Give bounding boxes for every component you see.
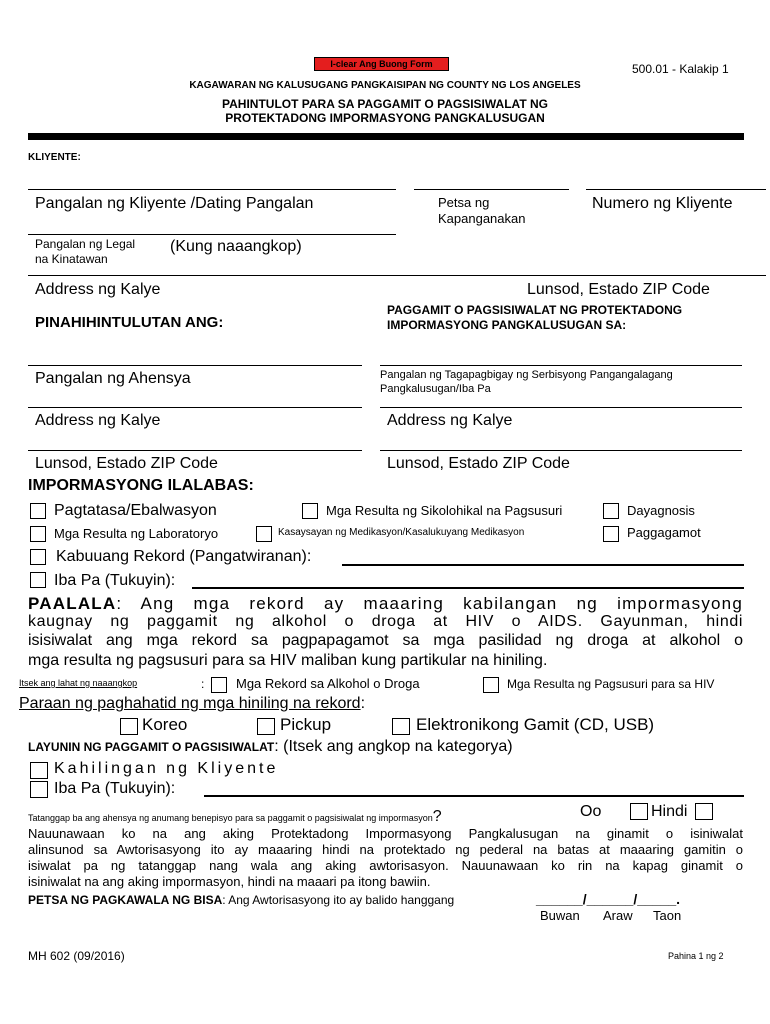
full-record-label: Kabuuang Rekord (Pangatwiranan): [56,548,312,565]
legal-rep-field[interactable] [28,234,396,235]
hiv-results-checkbox[interactable] [483,677,499,693]
purpose-other-label: Iba Pa (Tukuyin): [54,780,176,797]
notice-line-4: mga resulta ng pagsusuri para sa HIV maliban kung partikular na hiniling. [28,652,548,669]
understanding-line-4: isiniwalat na ang aking impormasyon, hindi na maaari pa itong bawiin. [28,874,431,889]
form-number: 500.01 - Kalakip 1 [632,62,729,76]
treatment-checkbox[interactable] [603,526,619,542]
diagnosis-label: Dayagnosis [627,503,695,518]
alcohol-drug-label: Mga Rekord sa Alkohol o Droga [236,676,420,691]
provider-name-label-2: Pangkalusugan/Iba Pa [380,383,491,395]
notice-line-2: kaugnay ng paggamit ng alkohol o droga at HIV o AIDS. Gayunman, hindi [28,613,743,630]
benefit-question: Tatanggap ba ang ahensya ng anumang benepisyo para sa paggamit o pagsisiwalat ng impormasyon? [28,808,442,825]
legal-rep-label-1: Pangalan ng Legal [35,237,136,251]
agency-city-label: Lunsod, Estado ZIP Code [35,455,218,472]
alcohol-drug-checkbox[interactable] [211,677,227,693]
authorize-heading: PINAHIHINTULUTAN ANG: [35,314,224,331]
check-all-colon: : [201,677,205,691]
provider-street-field[interactable] [380,407,742,408]
electronic-label: Elektronikong Gamit (CD, USB) [416,715,655,734]
dob-field[interactable] [414,189,569,190]
purpose-heading-text: LAYUNIN NG PAGGAMIT O PAGSISIWALAT [28,740,275,754]
header-rule [28,133,744,140]
if-applicable-note: (Kung naaangkop) [170,238,302,255]
psych-results-label: Mga Resulta ng Sikolohikal na Pagsusuri [326,503,563,518]
understanding-line-2: alinsunod sa Awtorisasyong ito ay maaaring hindi na protektado ng pederal na batas at maaaring gamitin o [28,842,743,857]
delivery-heading: Paraan ng paghahatid ng mga hiniling na rekord: [19,695,366,712]
hiv-results-label: Mga Resulta ng Pagsusuri para sa HIV [507,677,715,691]
disclose-to-heading-1: PAGGAMIT O PAGSISIWALAT NG PROTEKTADONG [387,303,683,317]
client-number-field[interactable] [586,189,766,190]
expiration-heading: PETSA NG PAGKAWALA NG BISA [28,893,223,907]
lab-results-label: Mga Resulta ng Laboratoryo [54,526,219,541]
client-name-field[interactable] [28,189,396,190]
clear-form-button[interactable]: I-clear Ang Buong Form [314,57,449,71]
full-record-checkbox[interactable] [30,549,46,565]
pickup-checkbox[interactable] [257,718,275,735]
delivery-heading-text: Paraan ng paghahatid ng mga hiniling na rekord [19,695,361,712]
medication-history-checkbox[interactable] [256,526,272,542]
provider-name-field[interactable] [380,365,742,366]
purpose-heading [28,738,513,756]
other-info-checkbox[interactable] [30,572,46,588]
understanding-line-1: Nauunawaan ko na ang aking Protektadong Impormasyong Pangkalusugan na ginamit o isiniwalat [28,826,743,841]
day-label: Araw [603,908,633,923]
benefit-question-text: Tatanggap ba ang ahensya ng anumang benepisyo para sa paggamit o pagsisiwalat ng impormasyon [28,813,433,823]
notice-line1-text: : Ang mga rekord ay maaaring kabilangan ng impormasyong [116,594,743,613]
lab-results-checkbox[interactable] [30,526,46,542]
agency-street-field[interactable] [28,407,362,408]
assessment-label: Pagtatasa/Ebalwasyon [54,502,217,519]
provider-city-label: Lunsod, Estado ZIP Code [387,455,570,472]
notice-label: PAALALA [28,594,117,613]
purpose-other-field[interactable] [204,795,744,797]
agency-name-label: Pangalan ng Ahensya [35,370,191,387]
legal-rep-label-2: na Kinatawan [35,252,108,266]
no-label: Hindi [651,803,688,820]
provider-city-field[interactable] [380,450,742,451]
expiration-date-field[interactable]: ______/______/_____. [536,891,681,907]
yes-label: Oo [580,803,602,820]
month-label: Buwan [540,908,580,923]
mail-checkbox[interactable] [120,718,138,735]
medication-history-label: Kasaysayan ng Medikasyon/Kasalukuyang Medikasyon [278,527,525,538]
client-request-checkbox[interactable] [30,762,48,779]
form-title-line1: PAHINTULOT PARA SA PAGGAMIT O PAGSISIWALAT NG [222,97,548,111]
agency-name-field[interactable] [28,365,362,366]
agency-city-field[interactable] [28,450,362,451]
client-request-label: Kahilingan ng Kliyente [54,760,279,777]
provider-street-label: Address ng Kalye [387,412,513,429]
release-info-heading: IMPORMASYONG ILALABAS: [28,477,254,494]
form-code: MH 602 (09/2016) [28,949,125,963]
yes-checkbox[interactable] [630,803,648,820]
disclose-to-heading-2: IMPORMASYONG PANGKALUSUGAN SA: [387,318,627,332]
assessment-checkbox[interactable] [30,503,46,519]
notice-line-1 [28,594,743,614]
treatment-label: Paggagamot [627,525,701,540]
diagnosis-checkbox[interactable] [603,503,619,519]
expiration-text: : Ang Awtorisasyong ito ay balido hanggang [222,893,455,907]
dob-label-2: Kapanganakan [438,211,526,226]
page-number: Pahina 1 ng 2 [668,951,724,961]
provider-name-label-1: Pangalan ng Tagapagbigay ng Serbisyong Pangangalagang [380,369,673,381]
expiration-statement [28,893,454,907]
check-all-label: Itsek ang lahat ng naaangkop [19,678,138,688]
client-address-field[interactable] [28,275,766,276]
notice-line-3: isisiwalat ang mga rekord sa pagpapagamot sa mga pasilidad ng droga at alkohol o [28,632,743,649]
mail-label: Koreo [142,715,188,734]
no-checkbox[interactable] [695,803,713,820]
form-title-line2: PROTEKTADONG IMPORMASYONG PANGKALUSUGAN [225,111,545,125]
client-name-label: Pangalan ng Kliyente /Dating Pangalan [35,195,314,212]
understanding-line-3: isiwalat pa ng tatanggap nang wala ang aking awtorisasyon. Nauunawaan ko rin na kapag ginamit o [28,858,743,873]
dob-label-1: Petsa ng [438,195,490,210]
full-record-reason-field[interactable] [342,564,744,566]
psych-results-checkbox[interactable] [302,503,318,519]
pickup-label: Pickup [280,715,332,734]
other-info-label: Iba Pa (Tukuyin): [54,572,176,589]
agency-street-label: Address ng Kalye [35,412,161,429]
purpose-other-checkbox[interactable] [30,781,48,798]
electronic-checkbox[interactable] [392,718,410,735]
client-street-label: Address ng Kalye [35,281,161,298]
client-section-label: KLIYENTE: [28,152,81,163]
purpose-hint: : (Itsek ang angkop na kategorya) [274,738,513,755]
client-city-label: Lunsod, Estado ZIP Code [527,281,710,298]
client-number-label: Numero ng Kliyente [592,195,733,212]
department-name: KAGAWARAN NG KALUSUGANG PANGKAISIPAN NG COUNTY NG LOS ANGELES [189,80,581,91]
other-info-field[interactable] [192,587,744,589]
year-label: Taon [653,908,682,923]
